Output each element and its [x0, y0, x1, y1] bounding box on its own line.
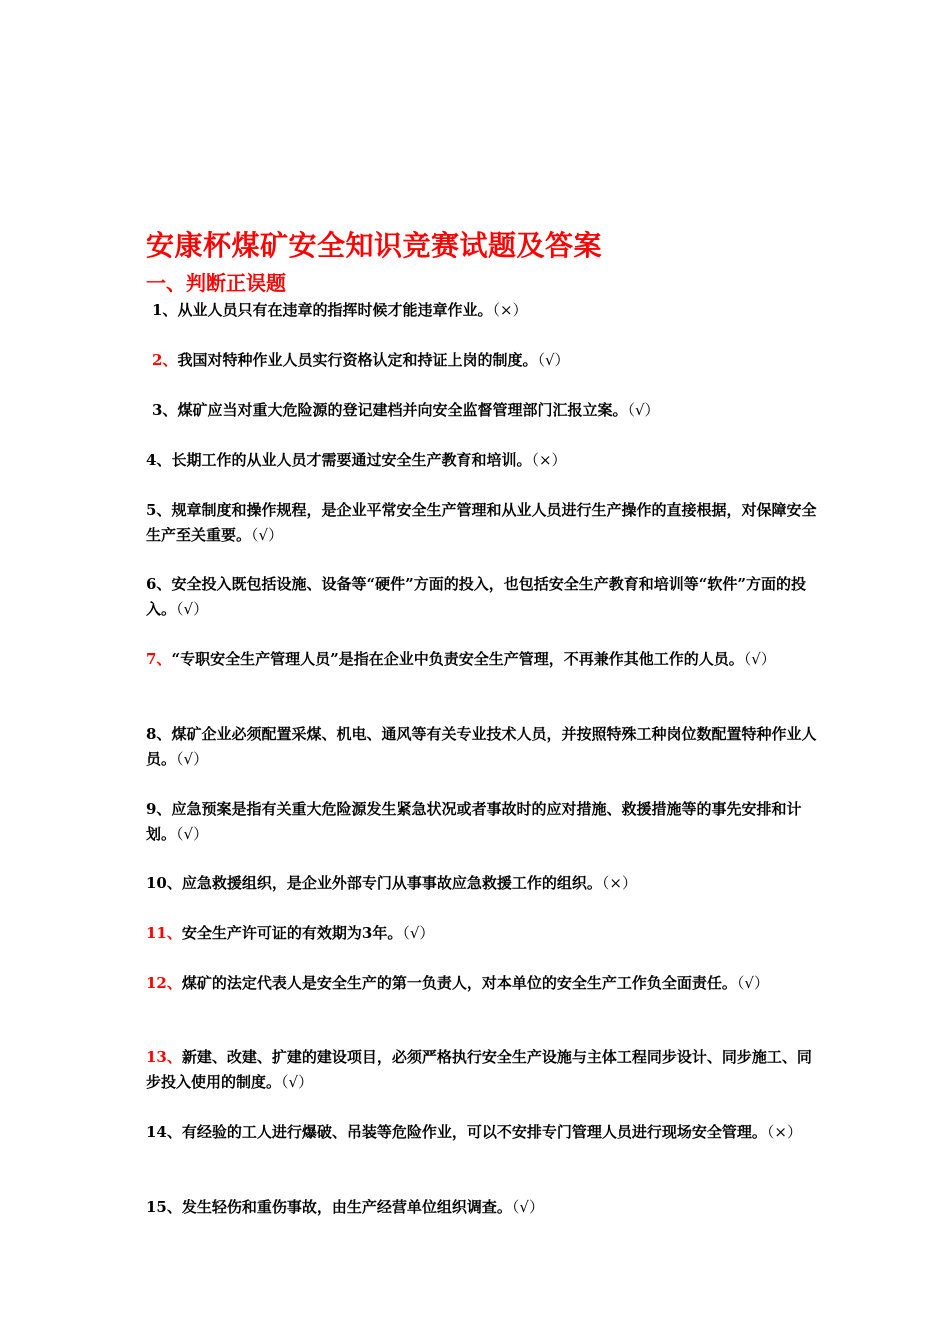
question-number: 3、 — [152, 401, 178, 419]
question-text: 我国对特种作业人员实行资格认定和持证上岗的制度。 — [177, 351, 538, 369]
question-text: 发生轻伤和重伤事故，由生产经营单位组织调查。 — [181, 1198, 512, 1216]
question-item — [152, 298, 832, 323]
question-answer: （√） — [511, 1198, 544, 1216]
question-text: 有经验的工人进行爆破、吊装等危险作业，可以不安排专门管理人员进行现场安全管理。 — [181, 1123, 767, 1141]
question-number: 9、 — [146, 800, 172, 818]
question-text: 应急预案是指有关重大危险源发生紧急状况或者事故时的应对措施、救援措施等的事先安排和计划。 — [146, 800, 802, 843]
question-answer: （×） — [531, 451, 567, 469]
question-number: 10、 — [146, 874, 182, 892]
question-answer: （√） — [176, 600, 209, 618]
question-number: 13、 — [146, 1048, 182, 1066]
question-item — [152, 398, 832, 423]
question-item — [146, 797, 826, 847]
question-answer: （√） — [537, 351, 570, 369]
question-number: 11、 — [146, 924, 182, 942]
question-number: 15、 — [146, 1198, 182, 1216]
question-text: 规章制度和操作规程，是企业平常安全生产管理和从业人员进行生产操作的直接根据，对保障安全生产至关重要。 — [146, 501, 817, 544]
question-item — [146, 871, 826, 896]
question-item — [152, 348, 832, 373]
question-answer: （√） — [176, 825, 209, 843]
question-answer: （√） — [743, 650, 776, 668]
question-item — [146, 448, 826, 473]
question-number: 4、 — [146, 451, 172, 469]
question-item — [146, 971, 826, 996]
question-item — [146, 921, 826, 946]
question-item — [146, 647, 836, 672]
question-text: 煤矿应当对重大危险源的登记建档并向安全监督管理部门汇报立案。 — [177, 401, 628, 419]
question-text: 煤矿的法定代表人是安全生产的第一负责人，对本单位的安全生产工作负全面责任。 — [181, 974, 737, 992]
question-answer: （√） — [251, 526, 284, 544]
question-number: 14、 — [146, 1123, 182, 1141]
question-text: 从业人员只有在违章的指挥时候才能违章作业。 — [177, 301, 493, 319]
question-number: 7、 — [146, 650, 172, 668]
question-answer: （×） — [601, 874, 637, 892]
question-answer: （√） — [176, 750, 209, 768]
question-number: 6、 — [146, 575, 172, 593]
question-item — [146, 1195, 826, 1220]
question-answer: （×） — [766, 1123, 802, 1141]
question-text: “专职安全生产管理人员”是指在企业中负责安全生产管理，不再兼作其他工作的人员。 — [171, 650, 744, 668]
question-number: 8、 — [146, 725, 172, 743]
question-answer: （√） — [402, 924, 435, 942]
question-answer: （√） — [627, 401, 660, 419]
question-number: 2、 — [152, 351, 178, 369]
question-item — [146, 1120, 826, 1145]
question-item — [146, 1045, 826, 1095]
question-number: 5、 — [146, 501, 172, 519]
question-item — [146, 572, 826, 622]
question-text: 安全生产许可证的有效期为3年。 — [181, 924, 403, 942]
question-text: 应急救援组织，是企业外部专门从事事故应急救援工作的组织。 — [181, 874, 602, 892]
question-number: 12、 — [146, 974, 182, 992]
question-text: 长期工作的从业人员才需要通过安全生产教育和培训。 — [171, 451, 532, 469]
question-text: 新建、改建、扩建的建设项目，必须严格执行安全生产设施与主体工程同步设计、同步施工、同步投入使用的制度。 — [146, 1048, 812, 1091]
question-text: 煤矿企业必须配置采煤、机电、通风等有关专业技术人员，并按照特殊工种岗位数配置特种作业人员。 — [146, 725, 817, 768]
question-answer: （√） — [736, 974, 769, 992]
question-item — [146, 722, 826, 772]
question-answer: （×） — [492, 301, 528, 319]
section-title: 一、判断正误题 — [146, 271, 286, 295]
question-number: 1、 — [152, 301, 178, 319]
question-answer: （√） — [281, 1073, 314, 1091]
question-text: 安全投入既包括设施、设备等“硬件”方面的投入，也包括安全生产教育和培训等“软件”方面的投入。 — [146, 575, 806, 618]
question-item — [146, 498, 826, 548]
document-title: 安康杯煤矿安全知识竞赛试题及答案 — [146, 229, 603, 262]
